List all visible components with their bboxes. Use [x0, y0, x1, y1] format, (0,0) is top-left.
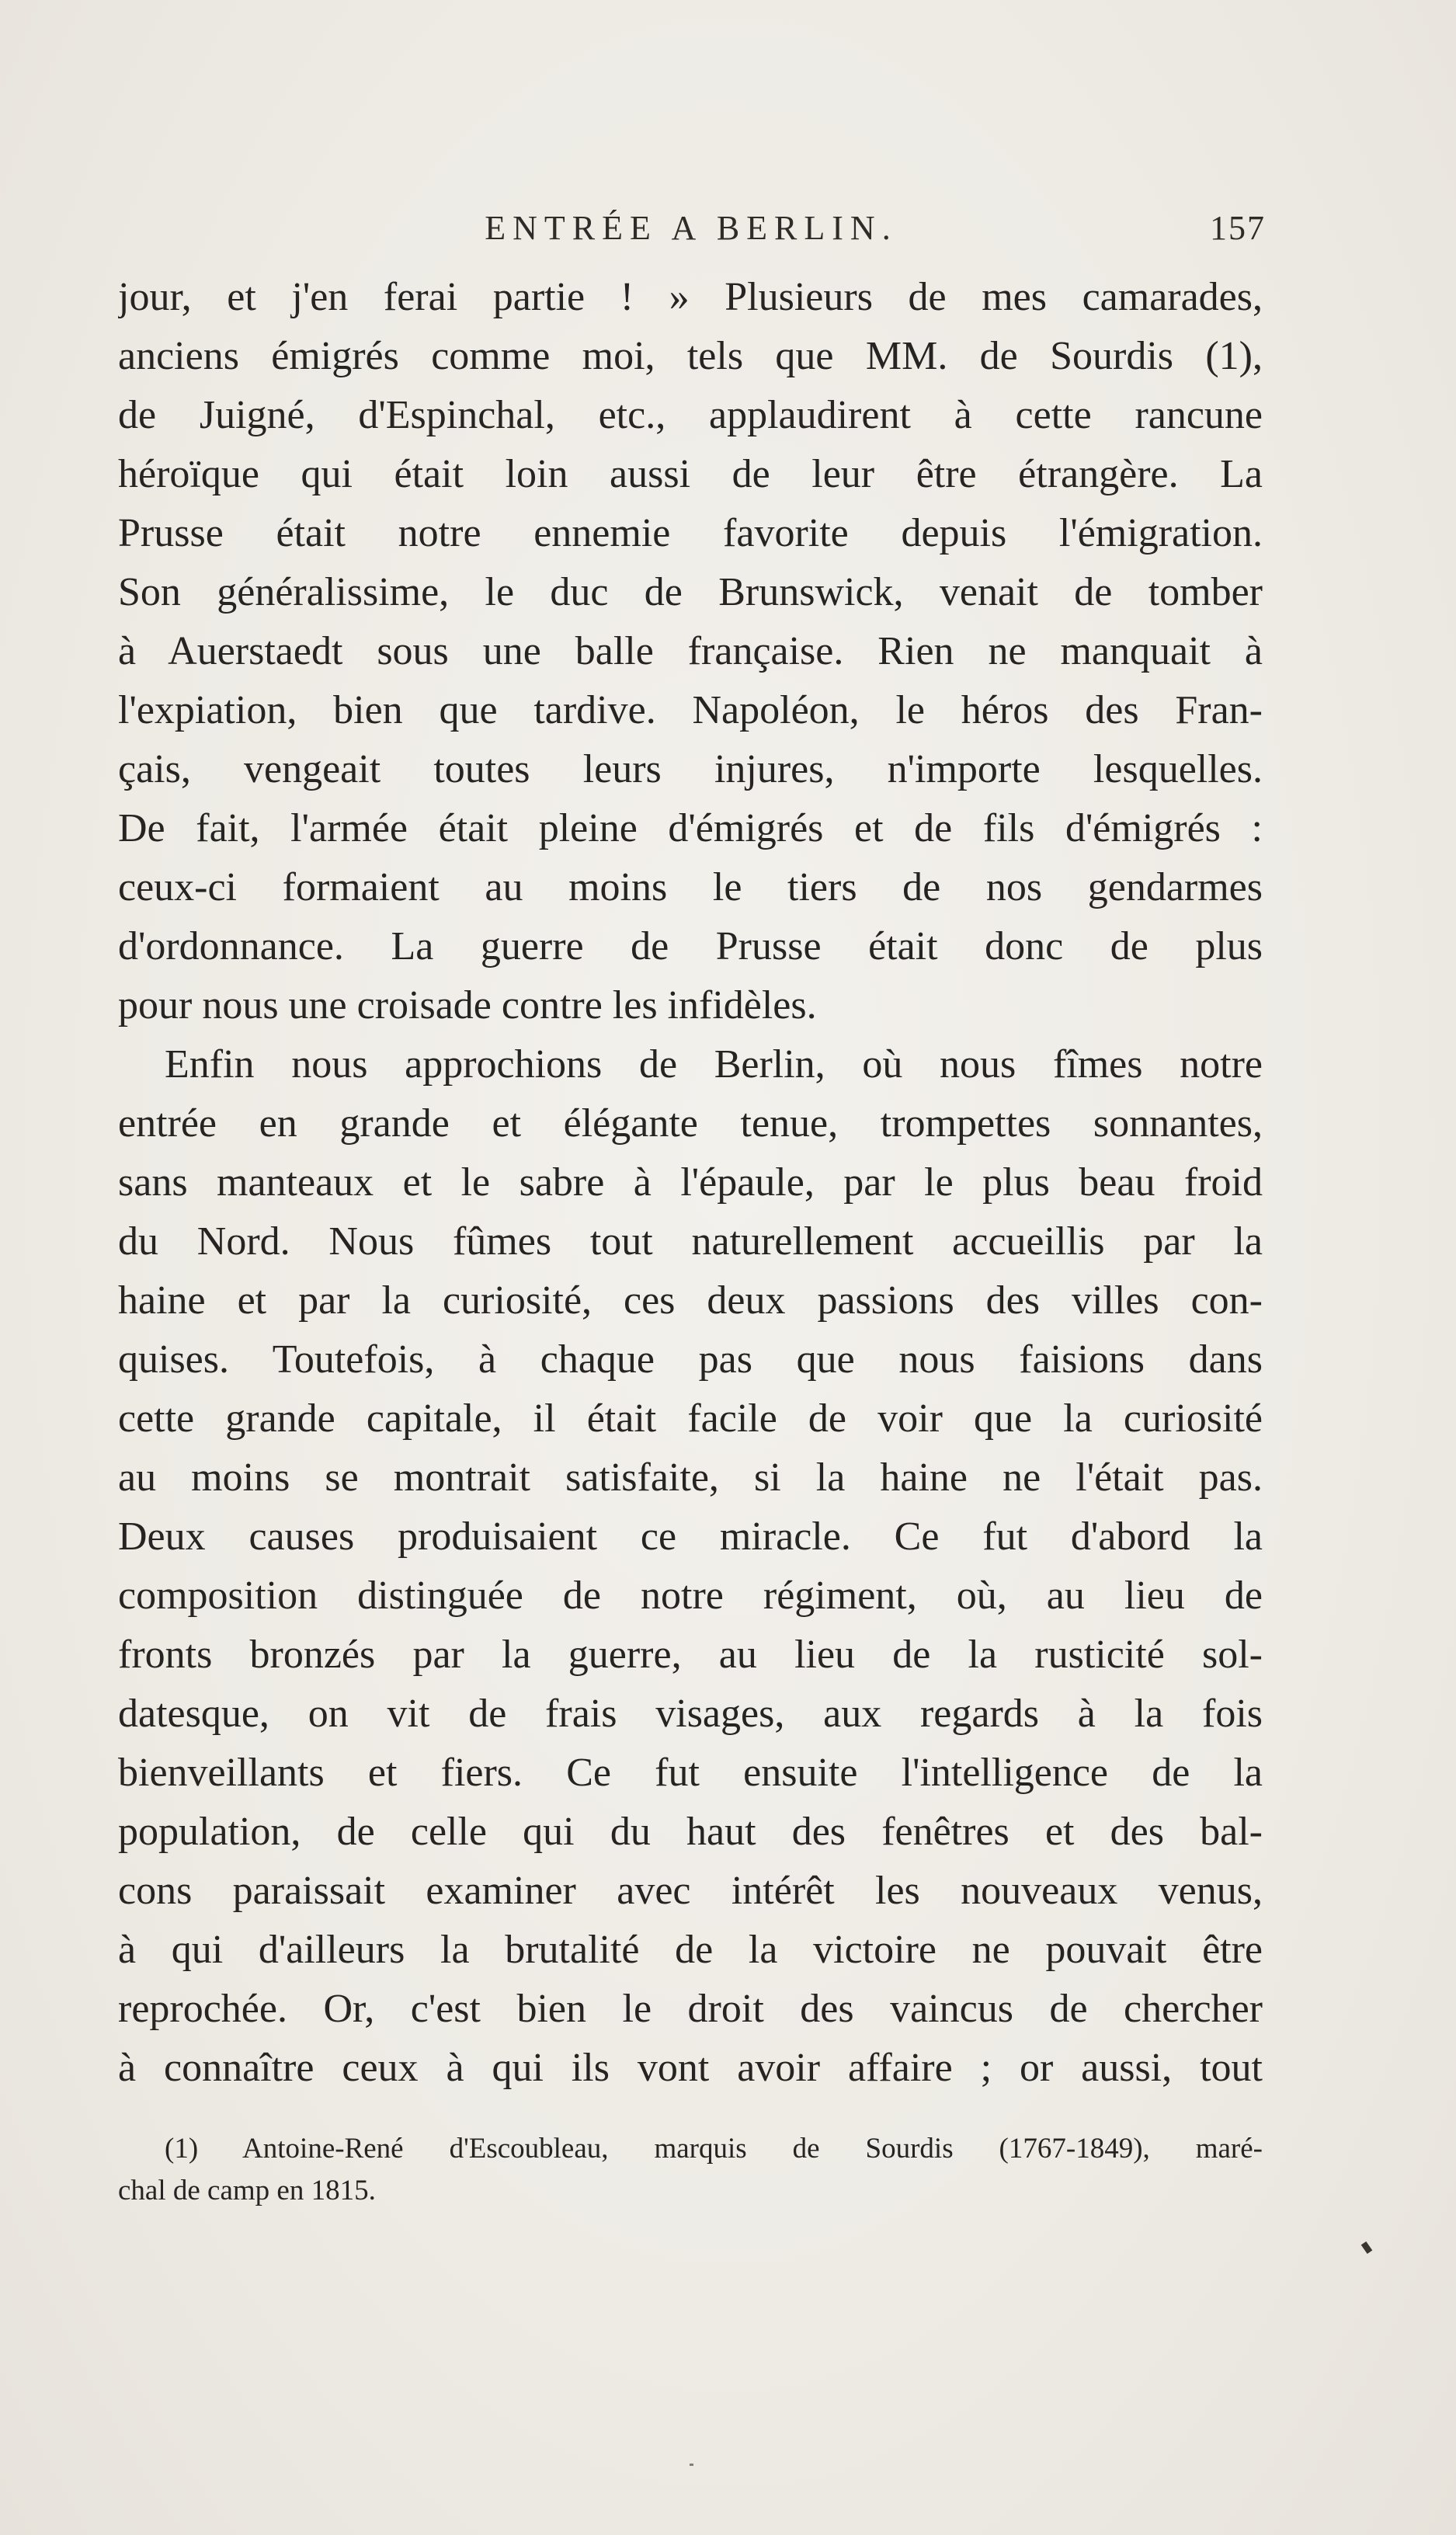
text-line: De fait, l'armée était pleine d'émigrés et de fils d'émigrés :	[118, 806, 1263, 850]
footnote	[118, 2128, 1263, 2212]
text-line: Deux causes produisaient ce miracle. Ce fut d'abord la	[118, 1514, 1263, 1559]
text-line: haine et par la curiosité, ces deux passions des villes con-	[118, 1278, 1263, 1323]
text-line: l'expiation, bien que tardive. Napoléon, le héros des Fran-	[118, 688, 1263, 732]
text-line: Enfin nous approchions de Berlin, où nous fîmes notre	[165, 1042, 1263, 1087]
page-header	[116, 208, 1266, 255]
text-line: Son généralissime, le duc de Brunswick, venait de tomber	[118, 570, 1263, 614]
text-line: fronts bronzés par la guerre, au lieu de la rusticité sol-	[118, 1633, 1263, 1677]
footnote-line: chal de camp en 1815.	[118, 2175, 376, 2206]
text-line: du Nord. Nous fûmes tout naturellement accueillis par la	[118, 1219, 1263, 1264]
text-line: anciens émigrés comme moi, tels que MM. de Sourdis (1),	[118, 334, 1263, 378]
text-line: çais, vengeait toutes leurs injures, n'importe lesquelles.	[118, 747, 1263, 791]
text-line: entrée en grande et élégante tenue, trompettes sonnantes,	[118, 1101, 1263, 1146]
footnote-line: (1) Antoine-René d'Escoubleau, marquis de Sourdis (1767-1849), maré-	[165, 2133, 1263, 2165]
text-line: datesque, on vit de frais visages, aux regards à la fois	[118, 1692, 1263, 1736]
text-line: à connaître ceux à qui ils vont avoir affaire ; or aussi, tout	[118, 2046, 1263, 2090]
text-line: quises. Toutefois, à chaque pas que nous faisions dans	[118, 1337, 1263, 1382]
text-line: de Juigné, d'Espinchal, etc., applaudirent à cette rancune	[118, 393, 1263, 437]
text-line: composition distinguée de notre régiment, où, au lieu de	[118, 1574, 1263, 1618]
text-line: à Auerstaedt sous une balle française. Rien ne manquait à	[118, 629, 1263, 673]
text-line: bienveillants et fiers. Ce fut ensuite l'intelligence de la	[118, 1751, 1263, 1795]
text-line: au moins se montrait satisfaite, si la haine ne l'était pas.	[118, 1455, 1263, 1500]
text-line: d'ordonnance. La guerre de Prusse était donc de plus	[118, 924, 1263, 968]
paper-speck	[690, 2464, 693, 2466]
running-title: ENTRÉE A BERLIN.	[485, 209, 898, 247]
text-line: jour, et j'en ferai partie ! » Plusieurs de mes camarades,	[118, 275, 1263, 319]
text-line: sans manteaux et le sabre à l'épaule, par le plus beau froid	[118, 1160, 1263, 1205]
body-text	[118, 268, 1263, 2098]
text-line: Prusse était notre ennemie favorite depuis l'émigration.	[118, 511, 1263, 555]
text-line: héroïque qui était loin aussi de leur être étrangère. La	[118, 452, 1263, 496]
text-line: ceux-ci formaient au moins le tiers de nos gendarmes	[118, 865, 1263, 909]
page-number: 157	[1210, 209, 1266, 247]
text-line: pour nous une croisade contre les infidèles.	[118, 983, 817, 1028]
text-line: population, de celle qui du haut des fenêtres et des bal-	[118, 1810, 1263, 1854]
text-line: cette grande capitale, il était facile de voir que la curiosité	[118, 1396, 1263, 1441]
text-line: reprochée. Or, c'est bien le droit des vaincus de chercher	[118, 1987, 1263, 2031]
paper-speck	[1361, 2241, 1373, 2254]
text-line: cons paraissait examiner avec intérêt les nouveaux venus,	[118, 1869, 1263, 1913]
text-line: à qui d'ailleurs la brutalité de la victoire ne pouvait être	[118, 1928, 1263, 1972]
